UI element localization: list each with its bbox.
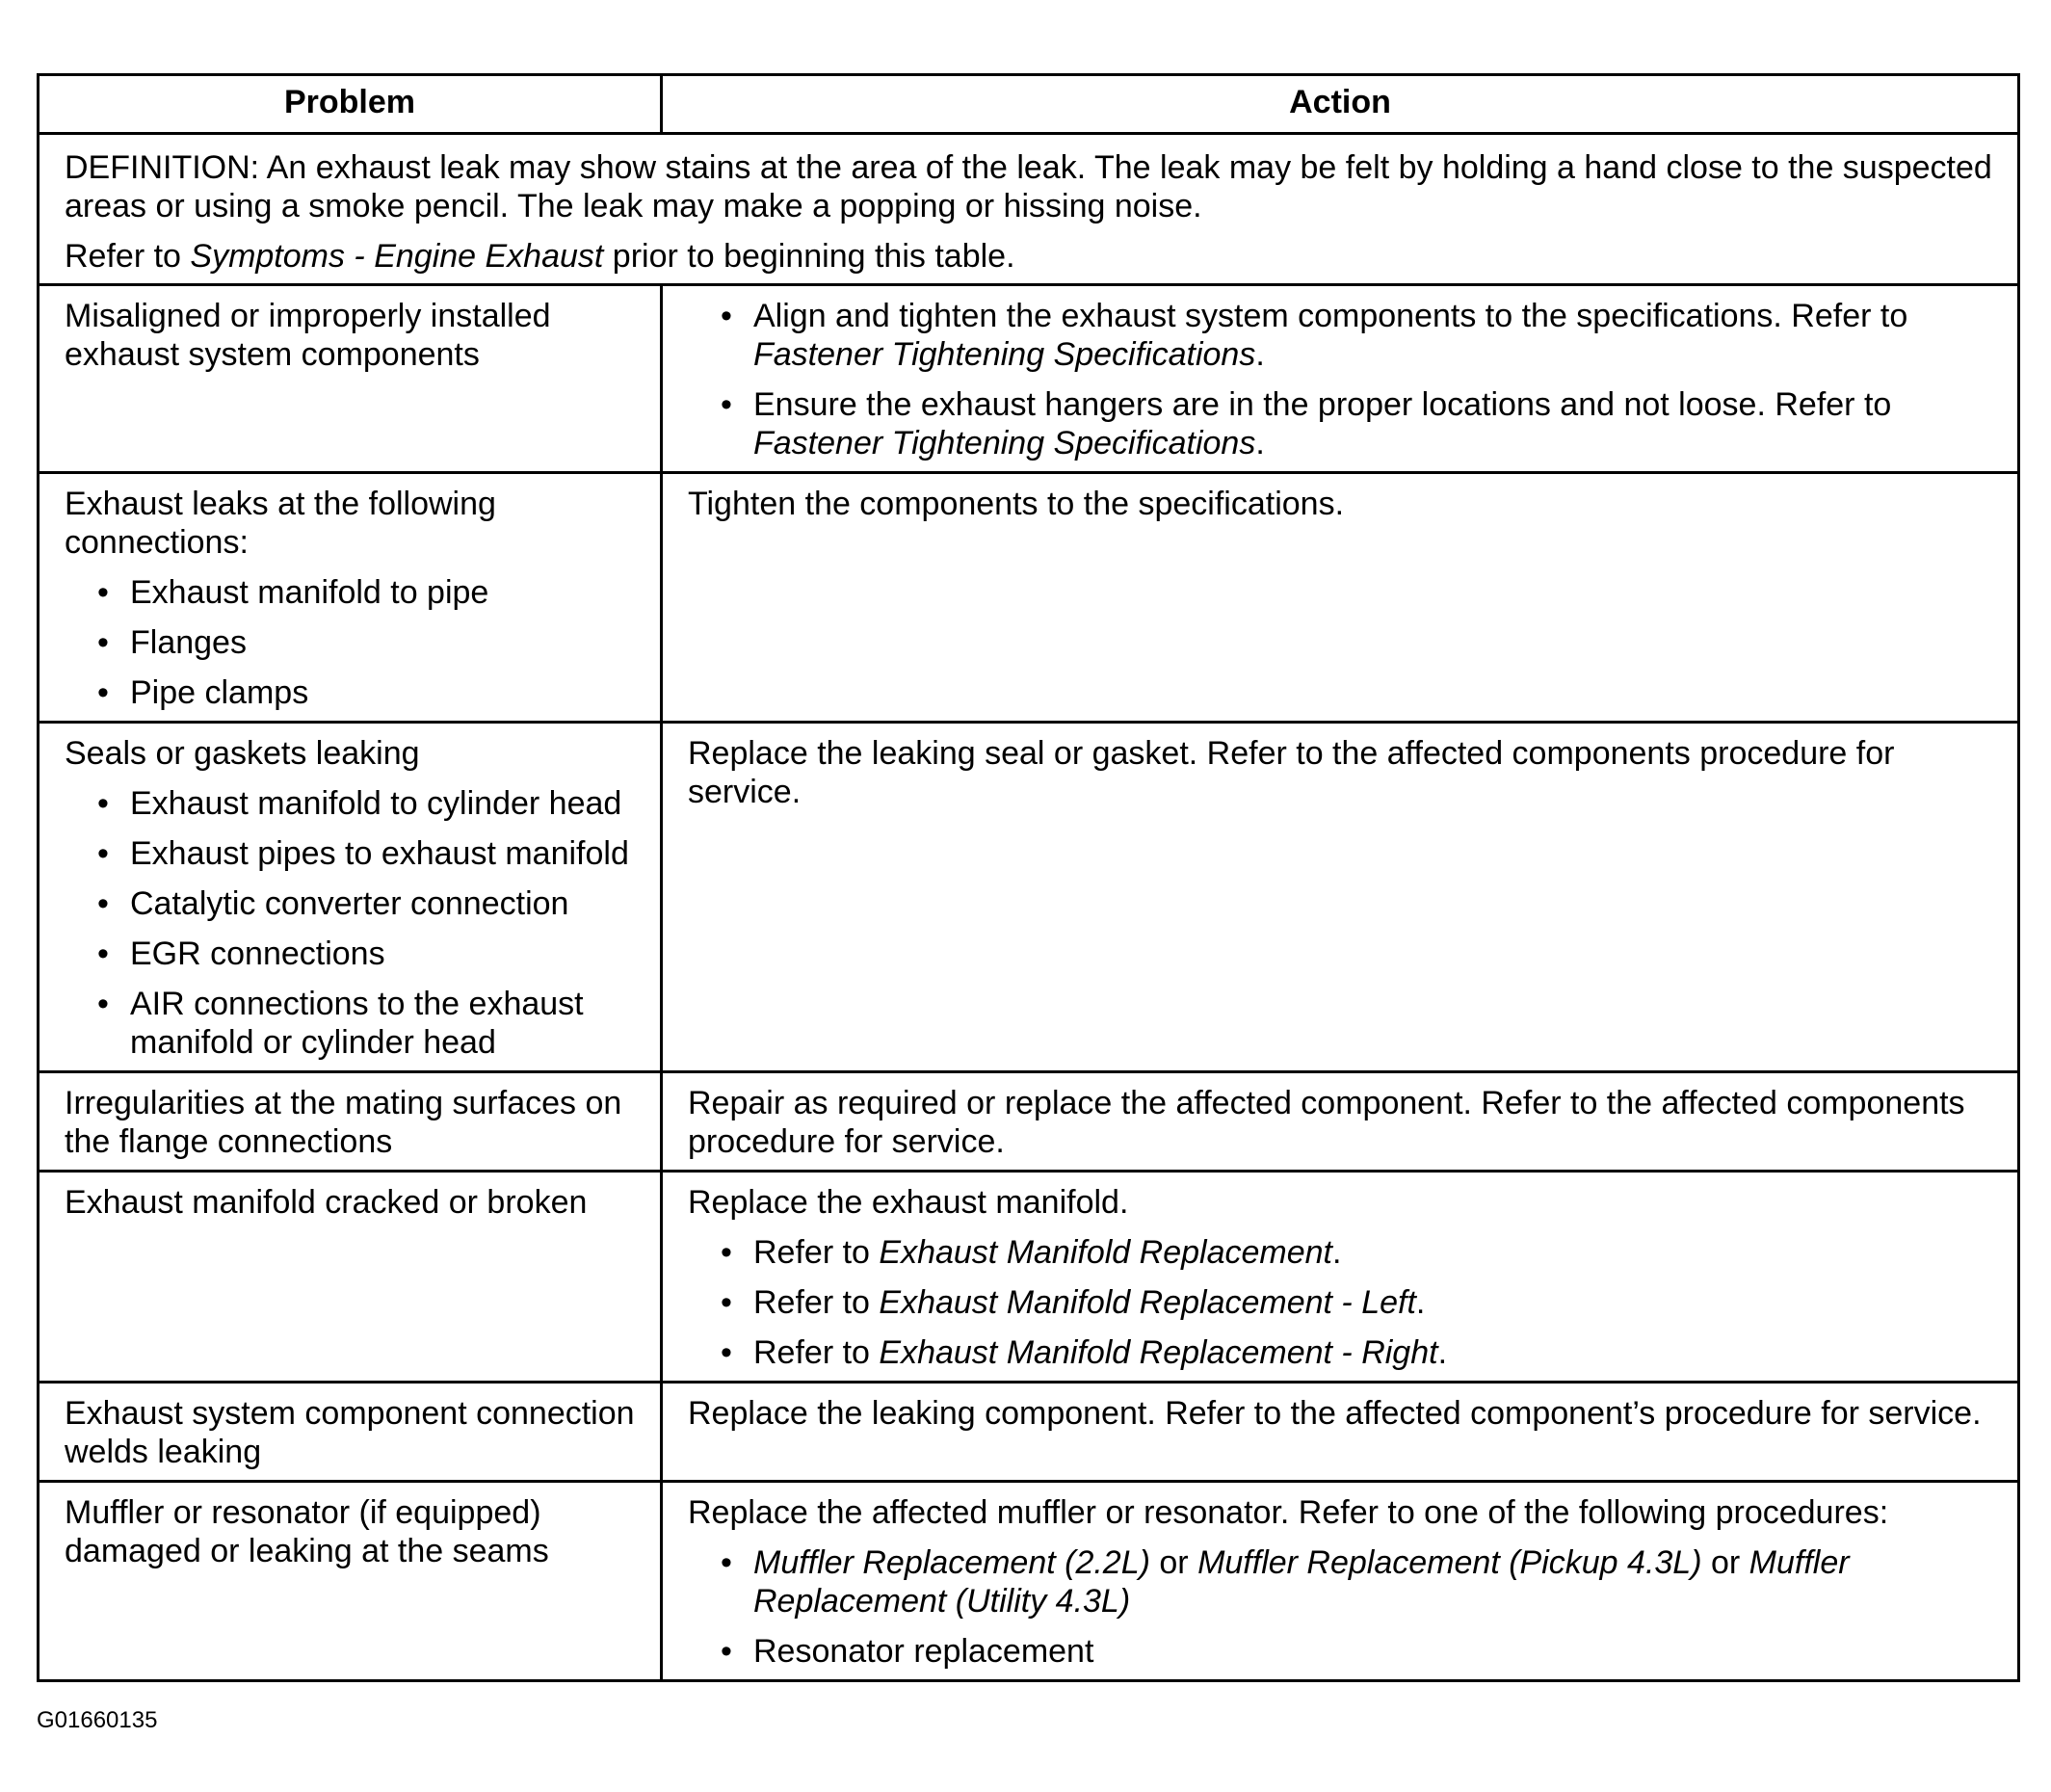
table-row	[39, 1172, 2019, 1383]
bullet-ref: Fastener Tightening Specifications	[753, 425, 1256, 461]
action-cell	[662, 1383, 2019, 1482]
bullet-text: Ensure the exhaust hangers are in the proper locations and not loose. Refer to	[753, 386, 1892, 423]
action-text: Replace the exhaust manifold.	[688, 1184, 1129, 1221]
definition-ref-link: Symptoms - Engine Exhaust	[190, 238, 604, 275]
definition-reference	[65, 237, 1992, 276]
table-row	[39, 1482, 2019, 1681]
muffler-ref-2-2l: Muffler Replacement (2.2L)	[753, 1544, 1150, 1581]
problem-text: Exhaust leaks at the following connections:	[65, 486, 496, 561]
list-item: • Exhaust manifold to cylinder head	[97, 784, 635, 823]
list-item: • AIR connections to the exhaust manifold or cylinder head	[97, 985, 635, 1062]
list-item: • Catalytic converter connection	[97, 884, 635, 923]
problem-text: Seals or gaskets leaking	[65, 735, 420, 772]
header-action: Action	[662, 75, 2019, 134]
bullet-ref: Exhaust Manifold Replacement - Left	[879, 1284, 1416, 1321]
action-text: Tighten the components to the specifications.	[688, 486, 1345, 522]
action-cell	[662, 285, 2019, 473]
definition-ref-suffix: prior to beginning this table.	[603, 238, 1015, 275]
bullet-ref: Exhaust Manifold Replacement	[879, 1234, 1332, 1271]
header-problem: Problem	[39, 75, 662, 134]
definition-row	[39, 134, 2019, 285]
problem-text: Exhaust system component connection welds leaking	[65, 1395, 635, 1470]
action-text: Replace the affected muffler or resonator. Refer to one of the following procedures:	[688, 1494, 1889, 1531]
table-row	[39, 1072, 2019, 1172]
bullet-end: .	[1331, 1234, 1342, 1271]
action-bullet-list	[688, 1543, 1992, 1671]
list-item	[721, 1233, 1992, 1272]
problem-cell	[39, 1482, 662, 1681]
bullet-text: Refer to	[753, 1284, 880, 1321]
action-text: Replace the leaking seal or gasket. Refer to the affected components procedure for service.	[688, 735, 1895, 810]
problem-cell	[39, 1072, 662, 1172]
action-cell	[662, 1172, 2019, 1383]
problem-cell	[39, 285, 662, 473]
definition-cell	[39, 134, 2019, 285]
problem-text: Exhaust manifold cracked or broken	[65, 1184, 588, 1221]
list-item	[721, 1283, 1992, 1322]
bullet-text: Align and tighten the exhaust system components to the specifications. Refer to	[753, 298, 1908, 334]
header-row	[39, 75, 2019, 134]
problem-text: Irregularities at the mating surfaces on the flange connections	[65, 1085, 622, 1160]
bullet-or: or	[1701, 1544, 1749, 1581]
bullet-ref: Fastener Tightening Specifications	[753, 336, 1256, 373]
action-cell	[662, 1482, 2019, 1681]
list-item: • Flanges	[97, 623, 635, 662]
muffler-ref-pickup: Muffler Replacement (Pickup 4.3L)	[1197, 1544, 1702, 1581]
muffler-ref-utility: Muffler Replacement (Utility 4.3L)	[753, 1544, 1850, 1620]
bullet-end: .	[1255, 425, 1265, 461]
table-row	[39, 473, 2019, 723]
figure-code: G01660135	[37, 1707, 158, 1733]
table-row	[39, 1383, 2019, 1482]
list-item: • EGR connections	[97, 935, 635, 973]
list-item: • Exhaust pipes to exhaust manifold	[97, 834, 635, 873]
list-item: • Exhaust manifold to pipe	[97, 573, 635, 612]
action-text: Repair as required or replace the affected component. Refer to the affected components procedure for service.	[688, 1085, 1965, 1160]
definition-text: DEFINITION: An exhaust leak may show stains at the area of the leak. The leak may be felt by holding a hand close to the suspected areas or using a smoke pencil. The leak may make a popping or hissing noise.	[65, 149, 1992, 224]
problem-bullet-list	[65, 573, 635, 712]
bullet-or: or	[1149, 1544, 1198, 1581]
bullet-end: .	[1437, 1334, 1448, 1371]
action-cell	[662, 1072, 2019, 1172]
troubleshooting-table-wrapper	[37, 73, 2017, 1682]
list-item	[721, 297, 1992, 374]
problem-bullet-list	[65, 784, 635, 1062]
bullet-text: Refer to	[753, 1334, 880, 1371]
action-cell	[662, 473, 2019, 723]
bullet-text: Refer to	[753, 1234, 880, 1271]
bullet-end: .	[1415, 1284, 1426, 1321]
list-item	[721, 385, 1992, 462]
table-row	[39, 723, 2019, 1072]
definition-ref-prefix: Refer to	[65, 238, 191, 275]
exhaust-troubleshooting-table	[37, 73, 2020, 1682]
bullet-end: .	[1255, 336, 1265, 373]
table-row	[39, 285, 2019, 473]
problem-cell	[39, 1172, 662, 1383]
action-bullet-list	[688, 297, 1992, 462]
action-cell	[662, 723, 2019, 1072]
action-bullet-list	[688, 1233, 1992, 1372]
problem-cell	[39, 723, 662, 1072]
problem-text: Misaligned or improperly installed exhaust system components	[65, 298, 551, 373]
list-item	[721, 1543, 1992, 1621]
list-item	[721, 1333, 1992, 1372]
problem-text: Muffler or resonator (if equipped) damaged or leaking at the seams	[65, 1494, 549, 1569]
list-item: • Resonator replacement	[721, 1632, 1992, 1671]
problem-cell	[39, 1383, 662, 1482]
problem-cell	[39, 473, 662, 723]
list-item: • Pipe clamps	[97, 673, 635, 712]
action-text: Replace the leaking component. Refer to the affected component’s procedure for service.	[688, 1395, 1982, 1432]
bullet-ref: Exhaust Manifold Replacement - Right	[879, 1334, 1438, 1371]
